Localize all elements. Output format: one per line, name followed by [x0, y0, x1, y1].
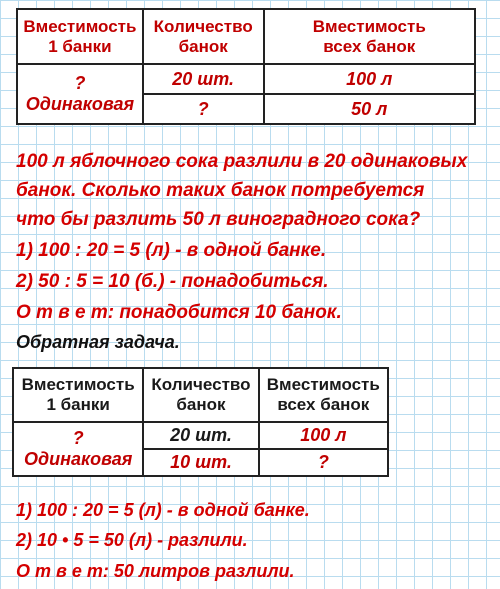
header-count: Количество банок — [143, 368, 258, 422]
solution-step: 1) 100 : 20 = 5 (л) - в одной банке. — [16, 240, 327, 261]
header-capacity-all: Вместимость всех банок — [259, 368, 388, 422]
total-cell: 100 л — [264, 64, 475, 94]
problem-line: банок. Сколько таких банок потребуется — [16, 180, 425, 201]
count-cell: 20 шт. — [143, 64, 264, 94]
solution-step: 1) 100 : 20 = 5 (л) - в одной банке. — [16, 500, 310, 520]
solution-step: 2) 10 • 5 = 50 (л) - разлили. — [16, 530, 248, 550]
problem-line: что бы разлить 50 л виноградного сока? — [16, 209, 421, 230]
count-cell: 20 шт. — [143, 422, 258, 449]
header-capacity-all: Вместимость всех банок — [264, 9, 475, 64]
inverse-task-title: Обратная задача. — [16, 332, 180, 352]
table-1 — [16, 8, 476, 125]
count-cell: 10 шт. — [143, 449, 258, 476]
header-capacity-one: Вместимость 1 банки — [13, 368, 143, 422]
capacity-cell: ? Одинаковая — [17, 64, 143, 124]
count-cell: ? — [143, 94, 264, 124]
solution-step: 2) 50 : 5 = 10 (б.) - понадобиться. — [16, 271, 329, 292]
answer-line: О т в е т: понадобится 10 банок. — [16, 302, 342, 323]
header-count: Количество банок — [143, 9, 264, 64]
problem-line: 100 л яблочного сока разлили в 20 одинаковых — [16, 151, 468, 172]
capacity-cell: ? Одинаковая — [13, 422, 143, 476]
total-cell: 50 л — [264, 94, 475, 124]
table-2 — [12, 367, 389, 477]
header-capacity-one: Вместимость 1 банки — [17, 9, 143, 64]
answer-line: О т в е т: 50 литров разлили. — [16, 561, 295, 581]
total-cell: 100 л — [259, 422, 388, 449]
total-cell: ? — [259, 449, 388, 476]
